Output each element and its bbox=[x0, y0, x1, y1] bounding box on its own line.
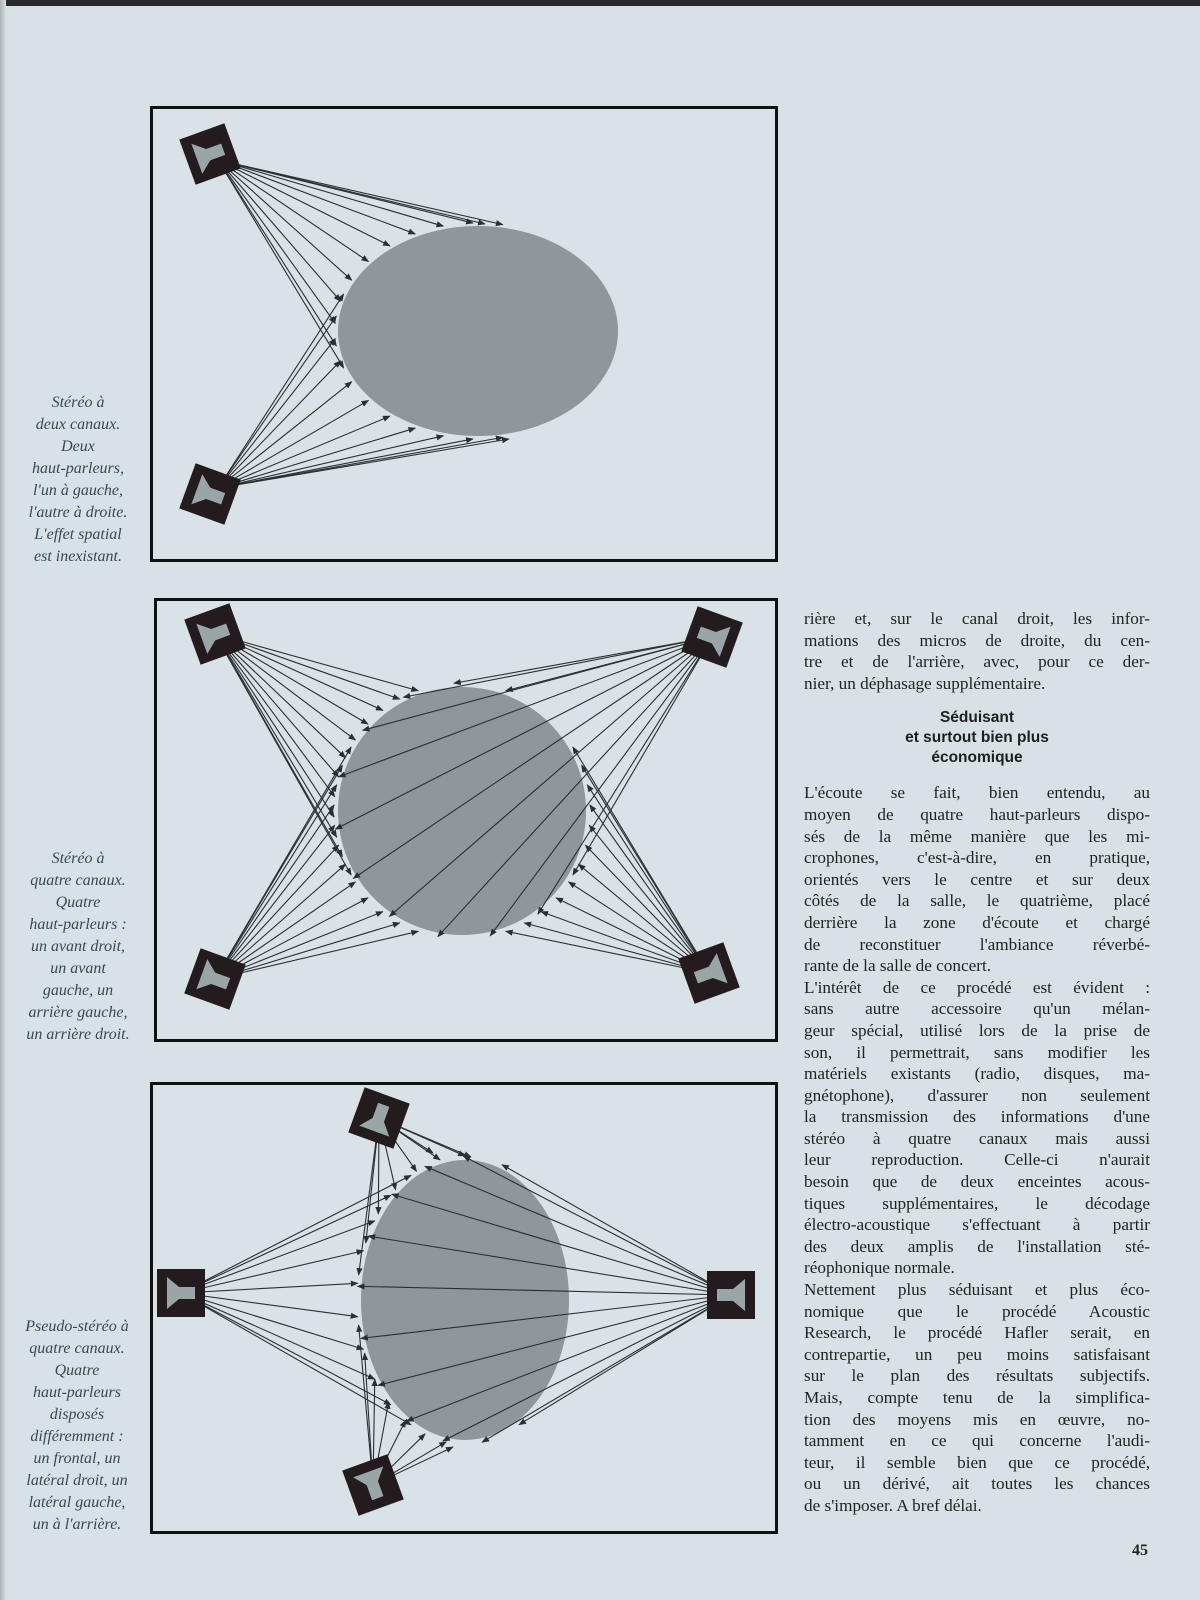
heading-line: Séduisant bbox=[939, 709, 1015, 727]
text-line: de s'imposer. A bref délai. bbox=[804, 1495, 982, 1515]
speaker-icon bbox=[179, 463, 241, 525]
figure-pseudo-stereo bbox=[150, 1082, 778, 1534]
caption-line: l'autre à droite. bbox=[28, 504, 128, 521]
listening-zone bbox=[338, 226, 618, 436]
heading-line: économique bbox=[931, 749, 1023, 767]
caption-line: L'effet spatial bbox=[34, 526, 122, 543]
sound-ray-arrow bbox=[215, 825, 335, 979]
figure-stereo-two-channel bbox=[150, 106, 778, 562]
text-line: nomique que le procédé Acoustic bbox=[804, 1301, 1150, 1321]
speaker-icon bbox=[348, 1087, 410, 1149]
text-line: stéréo à quatre canaux mais aussi bbox=[804, 1128, 1150, 1148]
text-line: matériels existants (radio, disques, ma- bbox=[804, 1064, 1150, 1084]
caption-line: différemment : bbox=[30, 1428, 124, 1445]
caption-line: Quatre bbox=[55, 894, 101, 911]
text-line: rière et, sur le canal droit, les infor- bbox=[804, 609, 1150, 628]
text-line: réophonique normale. bbox=[804, 1258, 955, 1278]
text-line: électro-acoustique s'effectuant à partir bbox=[804, 1215, 1150, 1235]
text-line: contrepartie, un peu moins satisfaisant bbox=[804, 1344, 1150, 1364]
caption-line: un frontal, un bbox=[33, 1450, 121, 1467]
text-line: teur, il semble bien que ce procédé, bbox=[804, 1452, 1150, 1472]
caption-line: Stéréo à bbox=[51, 850, 105, 867]
sound-ray-arrow bbox=[218, 160, 503, 225]
caption-line: quatre canaux. bbox=[29, 1340, 125, 1357]
caption-line: latéral droit, un bbox=[26, 1472, 128, 1489]
text-line: des deux amplis de l'installation sté- bbox=[804, 1236, 1150, 1256]
sound-ray-arrow bbox=[218, 160, 352, 280]
text-line: sur le plan des résultats subjectifs. bbox=[804, 1366, 1150, 1386]
text-line: mations des micros de droite, du cen- bbox=[804, 630, 1150, 650]
text-line: tiques supplémentaires, le décodage bbox=[804, 1193, 1150, 1213]
caption-line: Deux bbox=[61, 438, 95, 455]
caption-line: l'un à gauche, bbox=[32, 482, 124, 499]
text-line: ou un dérivé, ait toutes les chances bbox=[804, 1474, 1150, 1494]
sound-ray-arrow bbox=[181, 1293, 391, 1405]
sound-ray-arrow bbox=[181, 1283, 358, 1293]
sound-ray-arrow bbox=[215, 845, 339, 979]
text-line: L'écoute se fait, bien entendu, au bbox=[804, 783, 1150, 803]
sound-ray-arrow bbox=[506, 931, 709, 973]
listening-zone bbox=[338, 687, 586, 935]
sound-ray-arrow bbox=[454, 637, 712, 683]
sound-ray-arrow bbox=[215, 634, 351, 875]
sound-ray-arrow bbox=[181, 1221, 375, 1293]
caption-line: Pseudo-stéréo à bbox=[25, 1318, 129, 1335]
caption-line: arrière gauche, bbox=[28, 1004, 128, 1021]
sound-ray-arrow bbox=[218, 160, 336, 346]
text-line: Research, le procédé Hafler serait, en bbox=[804, 1323, 1150, 1343]
sound-ray-arrow bbox=[215, 785, 337, 979]
sound-ray-arrow bbox=[218, 160, 415, 234]
caption-line: un à l'arrière. bbox=[32, 1516, 122, 1533]
sound-ray-arrow bbox=[218, 294, 344, 488]
text-line: besoin que de deux enceintes acous- bbox=[804, 1172, 1150, 1192]
text-line: L'intérêt de ce procédé est évident : bbox=[804, 977, 1150, 997]
caption-stereo-four-channel bbox=[8, 848, 148, 1046]
text-line: rante de la salle de concert. bbox=[804, 956, 992, 976]
text-line: orientés vers le centre et sur deux bbox=[804, 869, 1150, 889]
text-line: sans autre accessoire qu'un mélan- bbox=[804, 999, 1150, 1019]
article-paragraph-3 bbox=[804, 1279, 1150, 1517]
caption-line: un avant droit, bbox=[30, 938, 126, 955]
caption-stereo-two-channel bbox=[8, 392, 148, 568]
sound-ray-arrow bbox=[585, 845, 709, 973]
sound-ray-arrow bbox=[181, 1293, 364, 1349]
caption-line: gauche, un bbox=[42, 982, 114, 999]
text-line: tre et de l'arrière, avec, pour ce der- bbox=[804, 652, 1150, 672]
article-intro-paragraph bbox=[804, 608, 1150, 694]
text-line: son, il permettrait, sans modifier les bbox=[804, 1042, 1150, 1062]
diagram-four-speakers-diamond bbox=[153, 1085, 775, 1531]
speaker-icon bbox=[184, 603, 246, 665]
sound-ray-arrow bbox=[181, 1195, 391, 1293]
caption-line: latéral gauche, bbox=[28, 1494, 126, 1511]
text-line: Nettement plus séduisant et plus éco- bbox=[804, 1280, 1150, 1300]
caption-line: haut-parleurs bbox=[33, 1384, 121, 1401]
article-paragraph-1 bbox=[804, 782, 1150, 976]
caption-line: haut-parleurs : bbox=[29, 916, 127, 933]
text-line: derrière la zone d'écoute et chargé bbox=[804, 912, 1150, 932]
sound-ray-arrow bbox=[218, 316, 336, 488]
text-line: moyen de quatre haut-parleurs dispo- bbox=[804, 804, 1150, 824]
section-heading bbox=[804, 708, 1150, 768]
sound-ray-arrow bbox=[218, 416, 390, 488]
sound-ray-arrow bbox=[218, 436, 443, 488]
caption-line: quatre canaux. bbox=[30, 872, 126, 889]
caption-line: un arrière droit. bbox=[26, 1026, 130, 1043]
text-line: côtés de la salle, le quatrième, placé bbox=[804, 891, 1150, 911]
article-paragraph-2 bbox=[804, 977, 1150, 1279]
caption-line: deux canaux. bbox=[35, 416, 121, 433]
caption-pseudo-stereo bbox=[6, 1316, 148, 1536]
sound-ray-arrow bbox=[215, 805, 334, 979]
text-line: leur reproduction. Celle-ci n'aurait bbox=[804, 1150, 1150, 1170]
text-line: la transmission des informations d'une bbox=[804, 1107, 1150, 1127]
caption-line: Stéréo à bbox=[51, 394, 105, 411]
page-number: 45 bbox=[1132, 1542, 1148, 1559]
article-column bbox=[804, 608, 1150, 1517]
text-line: Mais, compte tenu de la simplifica- bbox=[804, 1388, 1150, 1407]
text-line: crophones, c'est-à-dire, en pratique, bbox=[804, 848, 1150, 868]
caption-line: Quatre bbox=[54, 1362, 100, 1379]
caption-line: un avant bbox=[50, 960, 106, 977]
text-line: nier, un déphasage supplémentaire. bbox=[804, 673, 1046, 693]
speaker-icon bbox=[184, 948, 246, 1010]
diagram-four-speakers-corners bbox=[157, 601, 775, 1039]
text-line: tion des moyens mis en œuvre, no- bbox=[804, 1409, 1150, 1429]
caption-line: disposés bbox=[49, 1406, 105, 1423]
text-line: gnétophone), d'assurer non seulement bbox=[804, 1085, 1150, 1105]
page-top-edge bbox=[0, 0, 1200, 6]
sound-ray-arrow bbox=[218, 339, 335, 488]
text-line: tamment en ce qui concerne l'audi- bbox=[804, 1431, 1150, 1451]
caption-line: est inexistant. bbox=[34, 548, 122, 565]
sound-ray-arrow bbox=[181, 1251, 364, 1293]
sound-ray-arrow bbox=[215, 634, 335, 797]
sound-ray-arrow bbox=[215, 634, 337, 837]
speaker-icon bbox=[707, 1271, 755, 1319]
speaker-icon bbox=[157, 1269, 205, 1317]
text-line: sés de la même manière que les mi- bbox=[804, 826, 1150, 846]
figure-stereo-four-channel bbox=[154, 598, 778, 1042]
diagram-two-speakers bbox=[153, 109, 775, 559]
text-line: geur spécial, utilisé lors de la prise de bbox=[804, 1020, 1150, 1040]
sound-ray-arrow bbox=[218, 439, 473, 488]
caption-line: haut-parleurs, bbox=[32, 460, 124, 477]
heading-line: et surtout bien plus bbox=[905, 729, 1049, 747]
text-line: de reconstituer l'ambiance réverbé- bbox=[804, 934, 1150, 954]
speaker-icon bbox=[681, 606, 743, 668]
